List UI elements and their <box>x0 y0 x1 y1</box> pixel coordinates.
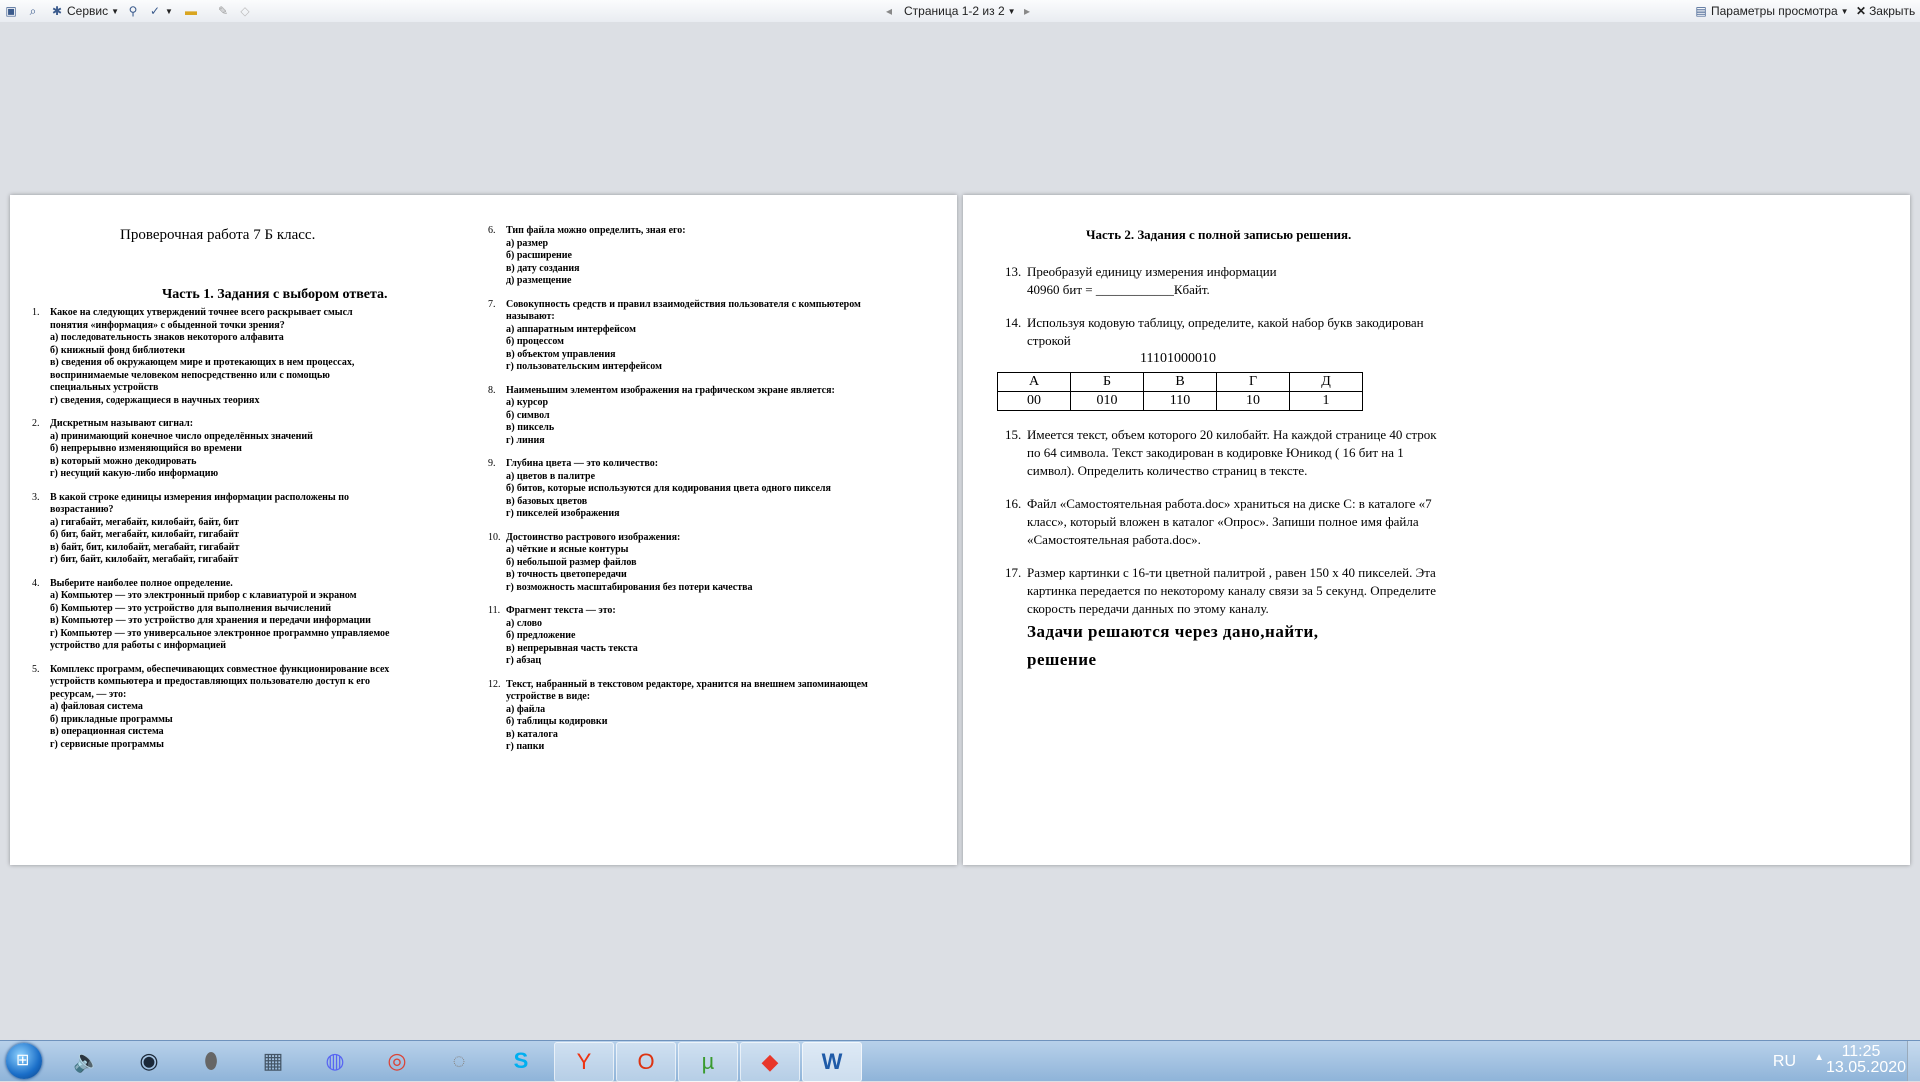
taskbar-discord[interactable] <box>306 1042 364 1080</box>
answer-option: в) операционная система <box>50 726 164 737</box>
answer-option: б) битов, которые используются для кодирования цвета одного пикселя <box>506 483 831 494</box>
question-text: Наименьшим элементом изображения на графическом экране является: <box>506 384 835 396</box>
taskbar-word[interactable] <box>802 1042 862 1082</box>
question-14: 14. Используя кодовую таблицу, определите, какой набор букв закодирован строкой 11101000010 А Б В Г Д 00 010 110 10 1 <box>1005 314 1445 411</box>
tools-icon: ✱ <box>51 4 63 18</box>
answer-option: а) гигабайт, мегабайт, килобайт, байт, бит <box>50 516 239 528</box>
edit-button[interactable] <box>216 3 230 19</box>
question-11: 11. Фрагмент текста — это: а) слово б) предложение в) непрерывная часть текста г) абзац <box>488 605 888 668</box>
answer-option: б) таблицы кодировки <box>506 716 608 727</box>
answer-option: в) непрерывная часть текста <box>506 642 638 654</box>
close-icon: ✕ <box>1856 4 1867 18</box>
taskbar <box>0 1040 1920 1081</box>
answer-option: б) Компьютер — это устройство для выполнения вычислений <box>50 602 331 614</box>
page-indicator-label: Страница 1-2 из 2 <box>904 4 1005 18</box>
answer-option: в) Компьютер — это устройство для хранения и передачи информации <box>50 615 371 626</box>
part1-title: Часть 1. Задания с выбором ответа. <box>162 287 388 302</box>
code-string: 11101000010 <box>1140 351 1216 366</box>
eraser-icon: ◇ <box>240 4 250 18</box>
eraser-button[interactable] <box>238 3 252 19</box>
discord-icon: ◍ <box>325 1048 345 1073</box>
answer-option: г) Компьютер — это универсальное электронное программно управляемое устройство для работы с информацией <box>50 627 390 651</box>
spelling-button[interactable] <box>148 3 173 19</box>
answer-option: г) линия <box>506 434 545 446</box>
prev-page-button[interactable] <box>886 3 892 19</box>
research-button[interactable] <box>126 3 140 19</box>
disc-icon: ◌ <box>452 1048 466 1073</box>
table-row <box>998 373 1363 392</box>
question-text: 40960 бит = ____________Кбайт. <box>1027 282 1210 297</box>
question-text: Выберите наиболее полное определение. <box>50 577 233 589</box>
answer-option: б) символ <box>506 409 550 421</box>
anydesk-icon: ◆ <box>761 1049 779 1074</box>
service-label: Сервис <box>67 4 109 18</box>
answer-option: в) пиксель <box>506 422 555 433</box>
windows-logo-icon: ⊞ <box>16 1052 30 1069</box>
question-13: 13. Преобразуй единицу измерения информации 40960 бит = ____________Кбайт. <box>1005 263 1445 299</box>
page-indicator[interactable] <box>904 3 1016 19</box>
question-5: 5. Комплекс программ, обеспечивающих совместное функционирование всех устройств компьютера и предоставляющих пользователю доступ к его ресурсам, — это: а) файловая система б) прикладные программы в) операционная система г) сервисные программы <box>32 664 392 752</box>
question-8: 8. Наименьшим элементом изображения на графическом экране является: а) курсор б) символ в) пиксель г) линия <box>488 385 888 448</box>
answer-option: а) последовательность знаков некоторого алфавита <box>50 332 284 343</box>
question-17: 17. Размер картинки с 16-ти цветной палитрой , равен 150 х 40 пикселей. Эта картинка передается по некоторому каналу связи за 5 секунд. Определите скорость передачи данных по этому каналу. <box>1005 564 1445 618</box>
answer-option: г) сервисные программы <box>50 738 164 750</box>
answer-option: в) объектом управления <box>506 348 616 360</box>
page-2[interactable] <box>963 195 1910 865</box>
table-cell: В <box>1144 373 1217 392</box>
question-text: Комплекс программ, обеспечивающих совместное функционирование всех устройств компьютера и предоставляющих пользователю доступ к его ресурсам, — это: <box>50 663 390 700</box>
answer-option: а) файловая система <box>50 701 143 712</box>
answer-option: б) бит, байт, мегабайт, килобайт, гигабайт <box>50 529 239 540</box>
answer-option: г) бит, байт, килобайт, мегабайт, гигабайт <box>50 554 239 565</box>
question-1: 1. Какое на следующих утверждений точнее всего раскрывает смысл понятия «информация» с обыденной точки зрения? а) последовательность знаков некоторого алфавита б) книжный фонд библиотеки в) сведения об окружающем мире и протекающих в нем процессах, воспринимаемые человеком непосредственно или с помощью специальных устройств г) сведения, содержащиеся в научных теориях <box>32 307 392 407</box>
research-icon: ⚲ <box>128 4 138 18</box>
table-cell: Г <box>1217 373 1290 392</box>
save-icon: ▣ <box>5 4 17 18</box>
magnifier-icon: ⌕ <box>29 4 37 18</box>
answer-option: в) байт, бит, килобайт, мегабайт, гигабайт <box>50 541 240 553</box>
calculator-icon: ▦ <box>262 1048 284 1073</box>
table-row <box>998 392 1363 411</box>
question-text: Размер картинки с 16-ти цветной палитрой , равен 150 х 40 пикселей. Эта картинка передается по некоторому каналу связи за 5 секунд. Определите скорость передачи данных по этому каналу. <box>1027 565 1436 616</box>
task-note: Задачи решаются через дано,найти, решение <box>1027 622 1319 669</box>
answer-option: а) Компьютер — это электронный прибор с клавиатурой и экраном <box>50 590 357 601</box>
answer-option: в) который можно декодировать <box>50 455 197 467</box>
close-label: Закрыть <box>1869 4 1916 18</box>
taskbar-steam[interactable] <box>120 1042 178 1080</box>
question-text: Фрагмент текста — это: <box>506 605 616 616</box>
answer-option: г) папки <box>506 741 545 752</box>
question-6: 6. Тип файла можно определить, зная его: а) размер б) расширение в) дату создания д) размещение <box>488 225 888 288</box>
page-1[interactable] <box>10 195 957 865</box>
folder-button[interactable] <box>184 3 198 19</box>
answer-option: в) базовых цветов <box>506 495 588 507</box>
question-4: 4. Выберите наиболее полное определение. а) Компьютер — это электронный прибор с клавиатурой и экраном б) Компьютер — это устройство для выполнения вычислений в) Компьютер — это устройство для хранения и передачи информации г) Компьютер — это универсальное электронное программно управляемое устройство для работы с информацией <box>32 578 392 653</box>
answer-option: в) каталога <box>506 728 558 740</box>
taskbar-opera[interactable] <box>616 1042 676 1082</box>
utorrent-icon: µ <box>701 1049 715 1074</box>
answer-option: в) дату создания <box>506 262 580 274</box>
document-canvas[interactable] <box>0 22 1920 1040</box>
answer-option: а) курсор <box>506 397 549 408</box>
chevron-down-icon: ▼ <box>165 6 173 16</box>
part2-body <box>1005 263 1445 674</box>
answer-option: г) абзац <box>506 655 542 666</box>
tray-arrow-icon[interactable]: ▲ <box>1814 1052 1824 1063</box>
mouse-icon: ⬮ <box>204 1048 218 1073</box>
table-cell: 010 <box>1071 392 1144 411</box>
view-params-label: Параметры просмотра <box>1711 4 1838 18</box>
clock-date: 13.05.2020 <box>1826 1059 1907 1076</box>
table-cell: Д <box>1290 373 1363 392</box>
table-cell: Б <box>1071 373 1144 392</box>
question-12: 12. Текст, набранный в текстовом редакторе, хранится на внешнем запоминающем устройстве в виде: а) файла б) таблицы кодировки в) каталога г) папки <box>488 679 888 754</box>
service-menu[interactable] <box>50 3 119 19</box>
taskbar-skype[interactable] <box>492 1042 550 1080</box>
answer-option: б) расширение <box>506 250 572 261</box>
chrome-icon: ◎ <box>387 1048 407 1073</box>
chevron-down-icon: ▼ <box>111 6 120 16</box>
save-button[interactable] <box>4 3 18 19</box>
table-cell: 00 <box>998 392 1071 411</box>
table-cell: 110 <box>1144 392 1217 411</box>
taskbar-volume[interactable] <box>58 1042 116 1080</box>
taskbar-yandex[interactable] <box>554 1042 614 1082</box>
print-preview-button[interactable] <box>26 3 40 19</box>
folder-icon: ▬ <box>185 4 197 18</box>
word-icon: W <box>821 1049 843 1074</box>
taskbar-calculator[interactable] <box>244 1042 302 1080</box>
answer-option: б) небольшой размер файлов <box>506 556 637 568</box>
taskbar-chrome[interactable] <box>368 1042 426 1080</box>
show-desktop-button[interactable] <box>1907 1041 1920 1081</box>
answer-option: г) пикселей изображения <box>506 508 620 519</box>
question-text: Какое на следующих утверждений точнее всего раскрывает смысл понятия «информация» с обыденной точки зрения? <box>50 307 353 331</box>
answer-option: а) файла <box>506 703 546 715</box>
yandex-icon: Y <box>576 1049 592 1074</box>
taskbar-utorrent[interactable] <box>678 1042 738 1082</box>
speaker-icon: 🔈 <box>73 1048 101 1073</box>
answer-option: г) возможность масштабирования без потери качества <box>506 581 753 593</box>
answer-option: в) точность цветопередачи <box>506 569 627 580</box>
pencil-icon: ✎ <box>217 4 229 18</box>
answer-option: б) процессом <box>506 336 564 347</box>
question-text: Используя кодовую таблицу, определите, какой набор букв закодирован строкой <box>1027 315 1424 348</box>
answer-option: б) прикладные программы <box>50 713 173 725</box>
answer-option: а) принимающий конечное число определённых значений <box>50 430 313 442</box>
answer-option: а) слово <box>506 617 542 629</box>
answer-option: а) цветов в палитре <box>506 470 596 482</box>
spelling-icon: ✓ <box>149 4 161 18</box>
question-16: 16. Файл «Самостоятельная работа.doc» храниться на диске С: в каталоге «7 класс», который вложен в каталог «Опрос». Запиши полное имя файла «Самостоятельная работа.doc». <box>1005 495 1445 549</box>
start-button[interactable] <box>6 1043 42 1079</box>
page-title: Проверочная работа 7 Б класс. <box>120 227 316 243</box>
question-text: Достоинство растрового изображения: <box>506 531 681 543</box>
question-text: Файл «Самостоятельная работа.doc» храниться на диске С: в каталоге «7 класс», который вложен в каталог «Опрос». Запиши полное имя файла «Самостоятельная работа.doc». <box>1027 496 1432 547</box>
answer-option: д) размещение <box>506 275 572 286</box>
questions-column-left <box>32 307 392 762</box>
question-3: 3. В какой строке единицы измерения информации расположены по возрастанию? а) гигабайт, мегабайт, килобайт, байт, бит б) бит, байт, мегабайт, килобайт, гигабайт в) байт, бит, килобайт, мегабайт, гигабайт г) бит, байт, килобайт, мегабайт, гигабайт <box>32 492 392 567</box>
next-page-button[interactable] <box>1024 3 1030 19</box>
view-options-icon: ▤ <box>1695 4 1707 18</box>
close-button[interactable] <box>1856 3 1915 19</box>
answer-option: б) непрерывно изменяющийся во времени <box>50 443 242 454</box>
arrow-right-icon: ▸ <box>1024 4 1031 18</box>
skype-icon: S <box>513 1048 529 1073</box>
answer-option: в) сведения об окружающем мире и протекающих в нем процессах, воспринимаемые человеком непосредственно или с помощью специальных устройств <box>50 357 355 393</box>
taskbar-anydesk[interactable] <box>740 1042 800 1082</box>
question-2: 2. Дискретным называют сигнал: а) принимающий конечное число определённых значений б) непрерывно изменяющийся во времени в) который можно декодировать г) несущий какую-либо информацию <box>32 418 392 481</box>
answer-option: г) несущий какую-либо информацию <box>50 468 219 479</box>
table-cell: 1 <box>1290 392 1363 411</box>
question-text: Глубина цвета — это количество: <box>506 458 659 469</box>
question-text: Преобразуй единицу измерения информации <box>1027 264 1277 279</box>
taskbar-media[interactable] <box>430 1042 488 1080</box>
code-table <box>997 372 1363 411</box>
language-indicator[interactable]: RU <box>1772 1053 1796 1070</box>
question-text: Тип файла можно определить, зная его: <box>506 225 686 236</box>
question-text: Дискретным называют сигнал: <box>50 418 194 429</box>
chevron-down-icon: ▼ <box>1007 6 1016 16</box>
answer-option: б) книжный фонд библиотеки <box>50 344 186 356</box>
question-text: Текст, набранный в текстовом редакторе, хранится на внешнем запоминающем устройстве в виде: <box>506 678 868 702</box>
question-9: 9. Глубина цвета — это количество: а) цветов в палитре б) битов, которые используются для кодирования цвета одного пикселя в) базовых цветов г) пикселей изображения <box>488 458 888 521</box>
table-cell: А <box>998 373 1071 392</box>
table-cell: 10 <box>1217 392 1290 411</box>
answer-option: а) аппаратным интерфейсом <box>506 323 636 335</box>
chevron-down-icon: ▼ <box>1840 6 1849 16</box>
print-preview-toolbar <box>0 0 1920 23</box>
question-15: 15. Имеется текст, объем которого 20 килобайт. На каждой странице 40 строк по 64 символа. Текст закодирован в кодировке Юникод ( 16 бит на 1 символ). Определить количество страниц в тексте. <box>1005 426 1445 480</box>
opera-icon: O <box>637 1049 655 1074</box>
clock[interactable] <box>1826 1043 1907 1076</box>
question-text: Имеется текст, объем которого 20 килобайт. На каждой странице 40 строк по 64 символа. Текст закодирован в кодировке Юникод ( 16 бит на 1 символ). Определить количество страниц в тексте. <box>1027 427 1437 478</box>
question-7: 7. Совокупность средств и правил взаимодействия пользователя с компьютером называют: а) аппаратным интерфейсом б) процессом в) объектом управления г) пользовательским интерфейсом <box>488 299 888 374</box>
part2-title: Часть 2. Задания с полной записью решения. <box>1086 227 1352 242</box>
answer-option: б) предложение <box>506 630 576 641</box>
question-10: 10. Достоинство растрового изображения: а) чёткие и ясные контуры б) небольшой размер файлов в) точность цветопередачи г) возможность масштабирования без потери качества <box>488 532 888 595</box>
questions-column-right <box>488 225 888 765</box>
question-text: Совокупность средств и правил взаимодействия пользователя с компьютером называют: <box>506 298 861 322</box>
steam-icon: ◉ <box>139 1048 159 1073</box>
question-text: В какой строке единицы измерения информации расположены по возрастанию? <box>50 491 349 515</box>
view-params-menu[interactable] <box>1694 3 1849 19</box>
arrow-left-icon: ◂ <box>886 4 893 18</box>
answer-option: а) чёткие и ясные контуры <box>506 544 629 555</box>
clock-time: 11:25 <box>1841 1043 1881 1060</box>
taskbar-mouse[interactable] <box>182 1042 240 1080</box>
answer-option: а) размер <box>506 237 549 249</box>
answer-option: г) пользовательским интерфейсом <box>506 361 662 372</box>
answer-option: г) сведения, содержащиеся в научных теориях <box>50 394 260 406</box>
